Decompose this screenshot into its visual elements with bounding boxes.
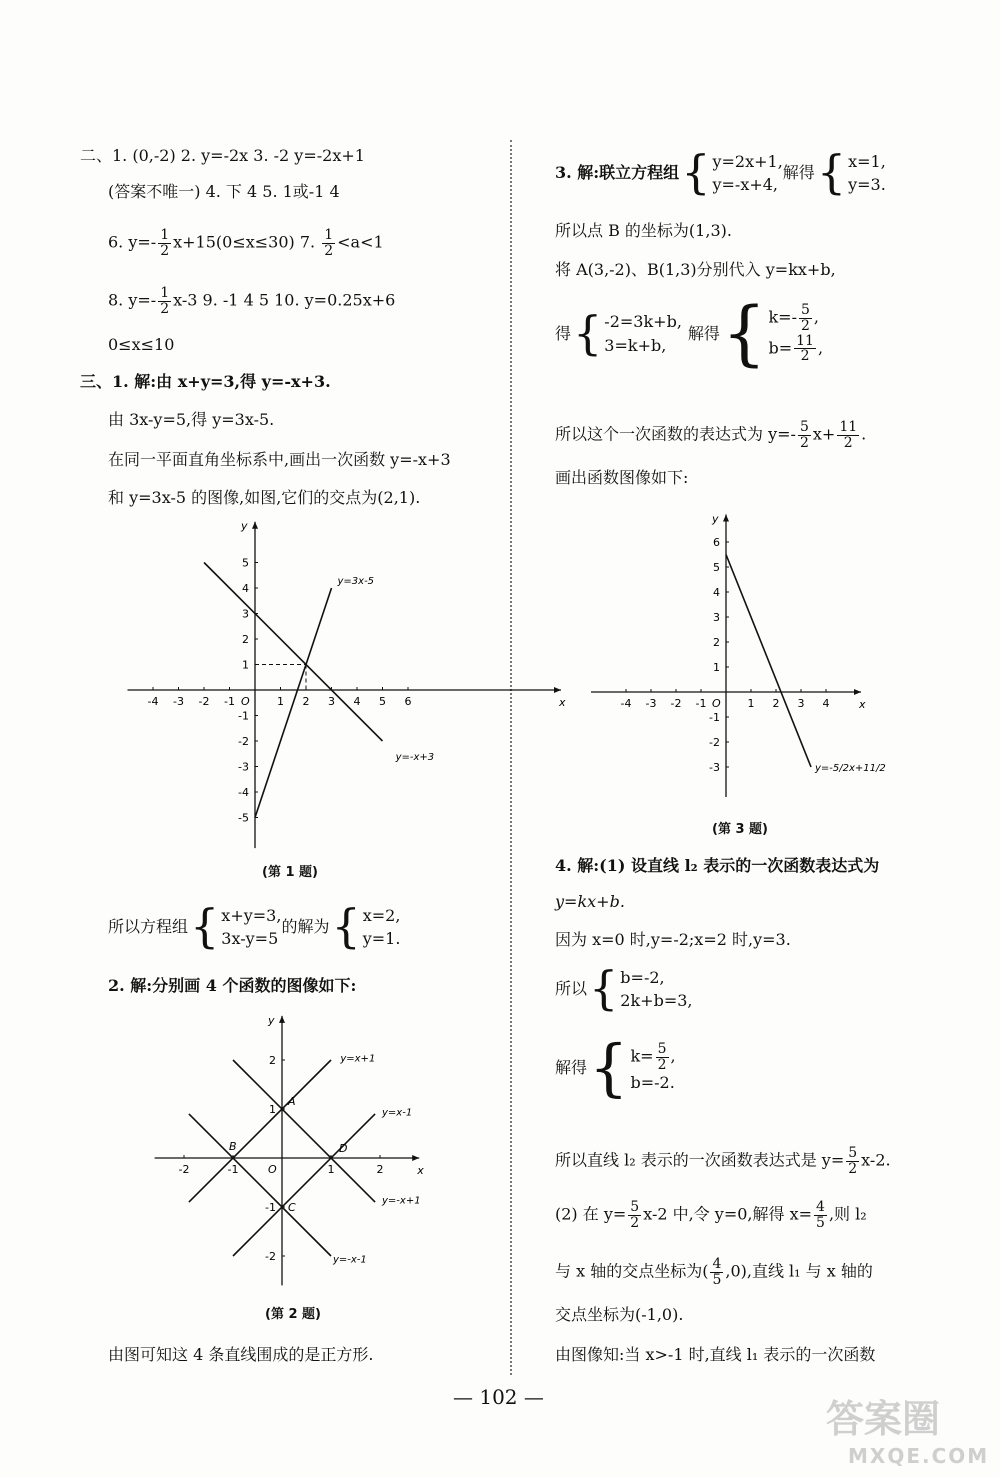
- y-tick-label: 4: [713, 586, 720, 599]
- x-tick-label: -3: [173, 695, 184, 708]
- x-tick-label: 4: [353, 695, 361, 708]
- right-line-8: y=kx+b.: [555, 892, 625, 911]
- fraction: $\frac{1}{2}$: [324, 227, 334, 259]
- chart-problem-1: [125, 519, 566, 845]
- y-axis-label: y: [712, 512, 719, 526]
- x-tick-label: -4: [147, 695, 159, 708]
- point-label: A: [288, 1095, 296, 1108]
- y-tick-label: 2: [713, 636, 720, 649]
- right-line-10: 所以 { b=-2, 2k+b=3,: [555, 961, 693, 1016]
- series-line: [233, 1114, 375, 1256]
- right-line-12: 所以直线 l₂ 表示的一次函数表达式是 y= $\frac{5}{2}$ x-2.: [555, 1145, 891, 1177]
- right-line-3: 将 A(3,-2)、B(1,3)分别代入 y=kx+b,: [555, 260, 836, 279]
- x-tick-label: 1: [277, 695, 284, 708]
- y-tick-label: -1: [709, 711, 720, 724]
- y-tick-label: 1: [713, 661, 720, 674]
- left-line-7: 由 3x-y=5,得 y=3x-5.: [108, 410, 275, 429]
- y-tick-label: 5: [713, 561, 720, 574]
- fraction: $\frac{1}{2}$: [160, 227, 170, 259]
- x-axis-arrow: [412, 1155, 419, 1161]
- series-line: [233, 1060, 375, 1202]
- y-tick-label: -5: [238, 811, 249, 825]
- left-line-8: 在同一平面直角坐标系中,画出一次函数 y=-x+3: [108, 450, 451, 469]
- x-tick-label: 3: [797, 697, 805, 710]
- x-tick-label: 3: [328, 695, 335, 708]
- x-axis-label: x: [559, 696, 566, 709]
- series-label: y=-x+3: [395, 751, 435, 763]
- right-line-5: 所以这个一次函数的表达式为 y=- $\frac{5}{2}$ x+ $\frac{11}{2}$ .: [555, 419, 867, 451]
- point-label: B: [229, 1140, 237, 1153]
- y-tick-label: -4: [238, 786, 249, 799]
- watermark-url: MXQE.COM: [848, 1444, 990, 1468]
- series-label: y=-x-1: [333, 1254, 367, 1266]
- origin-label: O: [712, 697, 721, 710]
- x-tick-label: 5: [379, 695, 386, 708]
- caption-problem-1: (第 1 题): [262, 865, 318, 880]
- y-tick-label: 6: [713, 536, 720, 549]
- x-tick-label: 1: [747, 697, 755, 710]
- x-tick-label: -3: [645, 697, 657, 710]
- x-tick-label: -2: [670, 697, 682, 710]
- left-line-2: (答案不唯一) 4. 下 4 5. 1或-1 4: [108, 182, 340, 201]
- series-line: [189, 1060, 331, 1202]
- right-line-9: 因为 x=0 时,y=-2;x=2 时,y=3.: [555, 930, 791, 949]
- left-line-4: 8. y=- $\frac{1}{2}$ x-3 9. -1 4 5 10. y=0.25x+6: [108, 285, 396, 317]
- left-line-6: 三、1. 解:由 x+y=3,得 y=-x+3.: [80, 372, 331, 391]
- y-tick-label: -2: [265, 1250, 276, 1263]
- x-tick-label: 6: [404, 695, 412, 708]
- series-line: [189, 1114, 331, 1256]
- y-axis-arrow: [252, 522, 258, 529]
- series-label: y=x+1: [340, 1053, 376, 1065]
- left-line-1: 二、1. (0,-2) 2. y=-2x 3. -2 y=-2x+1: [80, 146, 365, 165]
- y-tick-label: 3: [713, 611, 720, 624]
- y-axis-label: y: [241, 519, 248, 533]
- y-tick-label: -2: [709, 736, 720, 749]
- origin-label: O: [241, 695, 250, 708]
- right-line-15: 交点坐标为(-1,0).: [555, 1305, 684, 1324]
- x-tick-label: -4: [620, 697, 632, 710]
- right-line-4: 得 { -2=3k+b, 3=k+b, 解得 { k=- $\frac{5}{2}$ , b= $\frac{11}{2}$ ,: [555, 292, 824, 374]
- series-line: [726, 555, 811, 768]
- x-tick-label: 2: [772, 697, 780, 710]
- y-tick-label: 1: [242, 658, 249, 672]
- y-tick-label: -2: [238, 735, 249, 748]
- x-tick-label: -1: [224, 695, 235, 708]
- caption-problem-2: (第 2 题): [265, 1307, 321, 1322]
- y-tick-label: -1: [238, 709, 249, 723]
- right-line-6: 画出函数图像如下:: [555, 468, 689, 487]
- chart-problem-2: [145, 1008, 435, 1283]
- point-label: D: [339, 1142, 348, 1155]
- right-line-13: (2) 在 y= $\frac{5}{2}$ x-2 中,令 y=0,解得 x= $\frac{4}{5}$ ,则 l₂: [555, 1199, 867, 1231]
- y-tick-label: -1: [265, 1201, 276, 1214]
- x-tick-label: 2: [302, 695, 310, 708]
- y-axis-label: y: [268, 1013, 275, 1027]
- left-line-9: 和 y=3x-5 的图像,如图,它们的交点为(2,1).: [108, 488, 421, 507]
- x-axis-arrow: [854, 689, 861, 695]
- y-tick-label: 5: [242, 556, 249, 570]
- x-tick-label: 1: [327, 1163, 335, 1176]
- y-tick-label: 2: [269, 1054, 276, 1067]
- page-number: — 102 —: [453, 1385, 544, 1409]
- right-line-2: 所以点 B 的坐标为(1,3).: [555, 221, 732, 240]
- column-divider: [510, 140, 512, 1375]
- x-tick-label: -2: [178, 1163, 190, 1176]
- chart-problem-3: [590, 505, 890, 805]
- series-label: y=3x-5: [337, 576, 375, 587]
- series-label: y=-5/2x+11/2: [815, 763, 886, 774]
- left-line-10: 所以方程组 { x+y=3, 3x-y=5 的解为 { x=2, y=1.: [108, 899, 401, 954]
- point-label: C: [288, 1201, 296, 1214]
- y-tick-label: 3: [242, 607, 249, 621]
- left-line-12: 由图可知这 4 条直线围成的是正方形.: [108, 1345, 374, 1364]
- x-axis-label: x: [417, 1164, 424, 1177]
- x-tick-label: -1: [227, 1163, 239, 1176]
- x-axis-label: x: [859, 698, 866, 711]
- right-line-11: 解得 { k= $\frac{5}{2}$ , b=-2.: [555, 1031, 676, 1104]
- right-line-1: 3. 解:联立方程组 { y=2x+1, y=-x+4, 解得 { x=1, y=3.: [555, 145, 886, 200]
- x-tick-label: -2: [198, 695, 210, 708]
- left-line-3: 6. y=- $\frac{1}{2}$ x+15(0≤x≤30) 7. $\frac{1}{2}$ <a<1: [108, 227, 384, 259]
- x-tick-label: -1: [695, 697, 707, 710]
- series-line: [255, 588, 332, 818]
- fraction: $\frac{1}{2}$: [160, 285, 170, 317]
- y-tick-label: 1: [269, 1103, 276, 1116]
- series-label: y=x-1: [382, 1107, 413, 1119]
- right-line-16: 由图像知:当 x>-1 时,直线 l₁ 表示的一次函数: [555, 1345, 876, 1364]
- watermark-logo: 答案圈: [826, 1397, 941, 1441]
- left-line-11: 2. 解:分别画 4 个函数的图像如下:: [108, 976, 357, 995]
- left-line-5: 0≤x≤10: [108, 335, 175, 354]
- y-axis-arrow: [723, 515, 729, 522]
- x-tick-label: 4: [822, 697, 830, 710]
- y-tick-label: 2: [242, 633, 249, 646]
- y-tick-label: -3: [238, 760, 249, 774]
- y-axis-arrow: [279, 1016, 285, 1023]
- origin-label: O: [268, 1163, 277, 1176]
- x-axis-arrow: [554, 687, 561, 693]
- series-line: [204, 563, 383, 742]
- right-line-7: 4. 解:(1) 设直线 l₂ 表示的一次函数表达式为: [555, 856, 880, 875]
- y-tick-label: -3: [709, 761, 720, 774]
- series-label: y=-x+1: [382, 1195, 421, 1207]
- x-tick-label: 2: [376, 1163, 384, 1176]
- y-tick-label: 4: [242, 582, 249, 595]
- caption-problem-3: (第 3 题): [712, 822, 768, 837]
- right-line-14: 与 x 轴的交点坐标为( $\frac{4}{5}$ ,0),直线 l₁ 与 x 轴的: [555, 1256, 873, 1288]
